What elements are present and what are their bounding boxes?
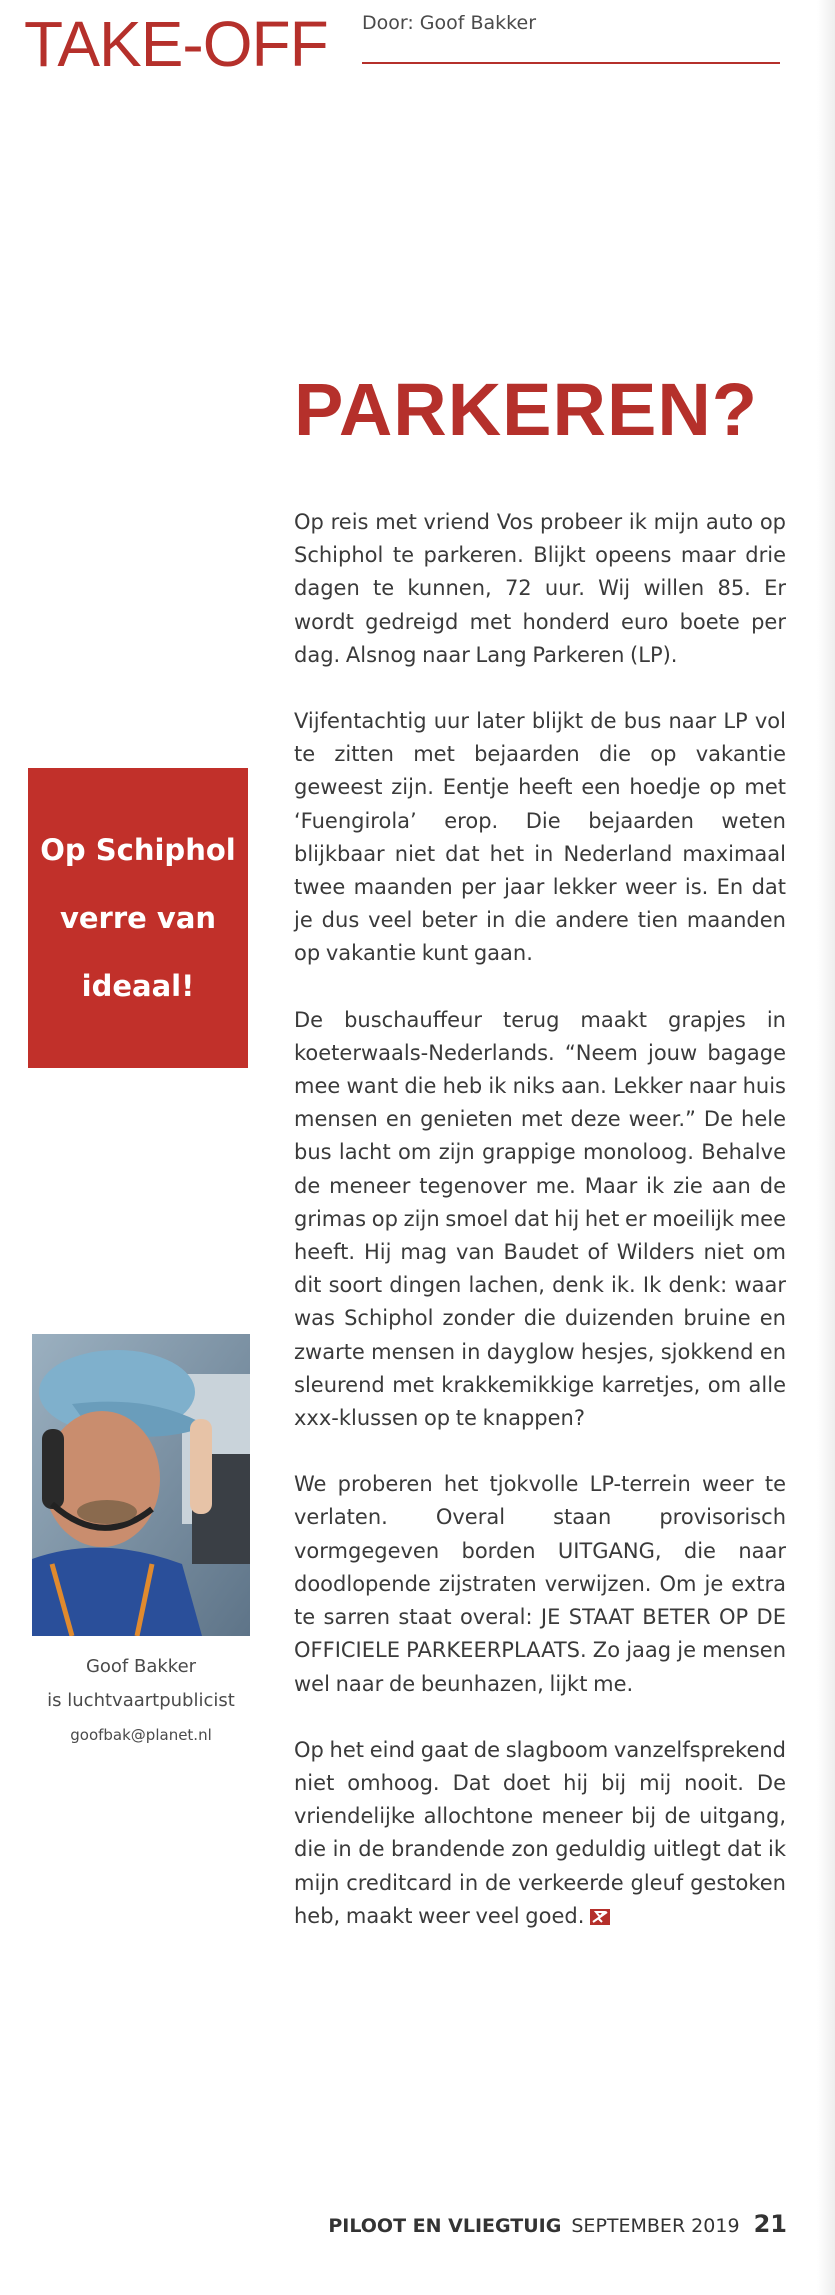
- author-photo-illustration: [32, 1334, 250, 1636]
- byline: Door: Goof Bakker: [362, 12, 537, 34]
- section-title: TAKE-OFF: [24, 8, 328, 80]
- article-body: [294, 506, 786, 1966]
- paragraph-4: We proberen het tjokvolle LP-terrein weer te verlaten. Overal staan provisorisch vormgegeven borden UITGANG, die naar doodlopende zijstraten verwijzen. Om je extra te sarren staat overal: JE STAAT BETER OP DE OFFICIELE PARKEERPLAATS. Zo jaag je mensen wel naar de beunhazen, lijkt me.: [294, 1472, 786, 1696]
- pull-quote: [28, 768, 248, 1068]
- page-number: 21: [753, 2210, 787, 2238]
- author-name: Goof Bakker: [85, 1656, 197, 1677]
- paragraph-2: Vijfentachtig uur later blijkt de bus naar LP vol te zitten met bejaarden die op vakantie geweest zijn. Eentje heeft een hoedje op met ‘Fuengirola’ erop. Die bejaarden weten blijkbaar niet dat het in Nederland maximaal twee maanden per jaar lekker weer is. En dat je dus veel beter in die andere tien maanden op vakantie kunt gaan.: [294, 709, 786, 966]
- pull-quote-line-3: ideaal!: [81, 969, 195, 1003]
- author-caption: [28, 1650, 254, 1752]
- pull-quote-line-1: Op Schiphol: [40, 833, 236, 867]
- author-role: is luchtvaartpublicist: [47, 1690, 235, 1711]
- paragraph-3: De buschauffeur terug maakt grapjes in koeterwaals-Nederlands. “Neem jouw bagage mee want die heb ik niks aan. Lekker naar huis mensen en genieten met deze weer.” De hele bus lacht om zijn grappige monoloog. Behalve de meneer tegenover me. Maar ik zie aan de grimas op zijn smoel dat hij het er moeilijk mee heeft. Hij mag van Baudet of Wilders niet om dit soort dingen lachen, denk ik. Ik denk: waar was Schiphol zonder die duizenden bruine en zwarte mensen in dayglow hesjes, sjokkend en sleurend met krakkemikkige karretjes, om alle xxx-klussen op te knappen?: [294, 1007, 786, 1431]
- byline-rule: [362, 62, 780, 64]
- paragraph-5: Op het eind gaat de slagboom vanzelfsprekend niet omhoog. Dat doet hij bij mij nooit. De vriendelijke allochtone meneer bij de uitgang, die in de brandende zon geduldig uitlegt dat ik mijn creditcard in de verkeerde gleuf gestoken heb, maakt weer veel goed.: [294, 1737, 786, 1928]
- paragraph-1: Op reis met vriend Vos probeer ik mijn auto op Schiphol te parkeren. Blijkt opeens maar drie dagen te kunnen, 72 uur. Wij willen 85. Er wordt gedreigd met honderd euro boete per dag. Alsnog naar Lang Parkeren (LP).: [294, 510, 786, 667]
- page-edge-shadow: [817, 0, 835, 2295]
- article-title: PARKEREN?: [294, 368, 758, 451]
- pull-quote-line-2: verre van: [59, 901, 217, 935]
- author-photo: [32, 1334, 250, 1636]
- author-email: goofbak@planet.nl: [70, 1726, 212, 1744]
- issue-date: SEPTEMBER 2019: [571, 2215, 740, 2237]
- magazine-name: PILOOT EN VLIEGTUIG: [328, 2215, 562, 2237]
- airplane-end-mark-icon: [590, 1909, 610, 1925]
- paragraph-5-wrap: [294, 1734, 786, 1933]
- page-footer: [328, 2210, 787, 2238]
